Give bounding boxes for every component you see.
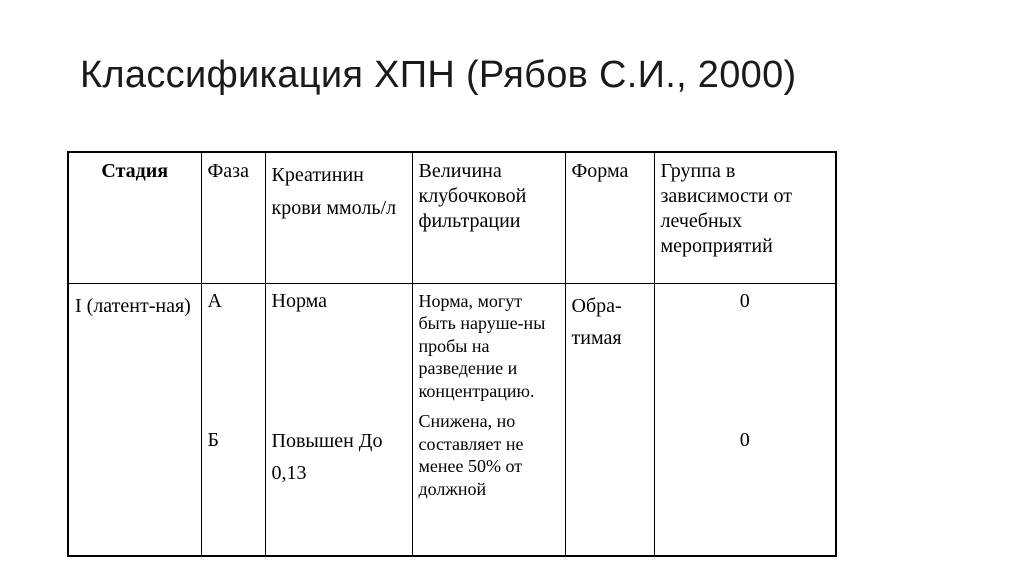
cell-phase <box>201 283 265 556</box>
phase-a: А <box>207 289 222 312</box>
cell-stage: I (латент-ная) <box>68 283 201 556</box>
cell-form: Обра-тимая <box>565 283 654 556</box>
creatinine-a: Норма <box>271 289 328 312</box>
creatinine-b: Повышен До 0,13 <box>271 429 383 484</box>
gfr-b: Снижена, но составляет не менее 50% от должной <box>418 411 524 499</box>
slide-title: Классификация ХПН (Рябов С.И., 2000) <box>80 54 797 96</box>
cell-gfr <box>412 283 565 556</box>
group-a: 0 <box>739 289 750 312</box>
group-b: 0 <box>739 428 750 451</box>
header-group: Группа в зависимости от лечебных мероприятий <box>654 152 836 283</box>
header-stage: Стадия <box>68 152 201 283</box>
header-creatinine: Креатинин крови ммоль/л <box>265 152 412 283</box>
phase-b: Б <box>207 428 219 451</box>
classification-table <box>67 151 837 557</box>
header-gfr: Величина клубочковой фильтрации <box>412 152 565 283</box>
table-header-row <box>68 152 836 283</box>
header-phase: Фаза <box>201 152 265 283</box>
table-row <box>68 283 836 556</box>
gfr-a: Норма, могут быть наруше-ны пробы на разведение и концентрацию. <box>418 290 546 401</box>
header-form: Форма <box>565 152 654 283</box>
cell-creatinine <box>265 283 412 556</box>
cell-group <box>654 283 836 556</box>
